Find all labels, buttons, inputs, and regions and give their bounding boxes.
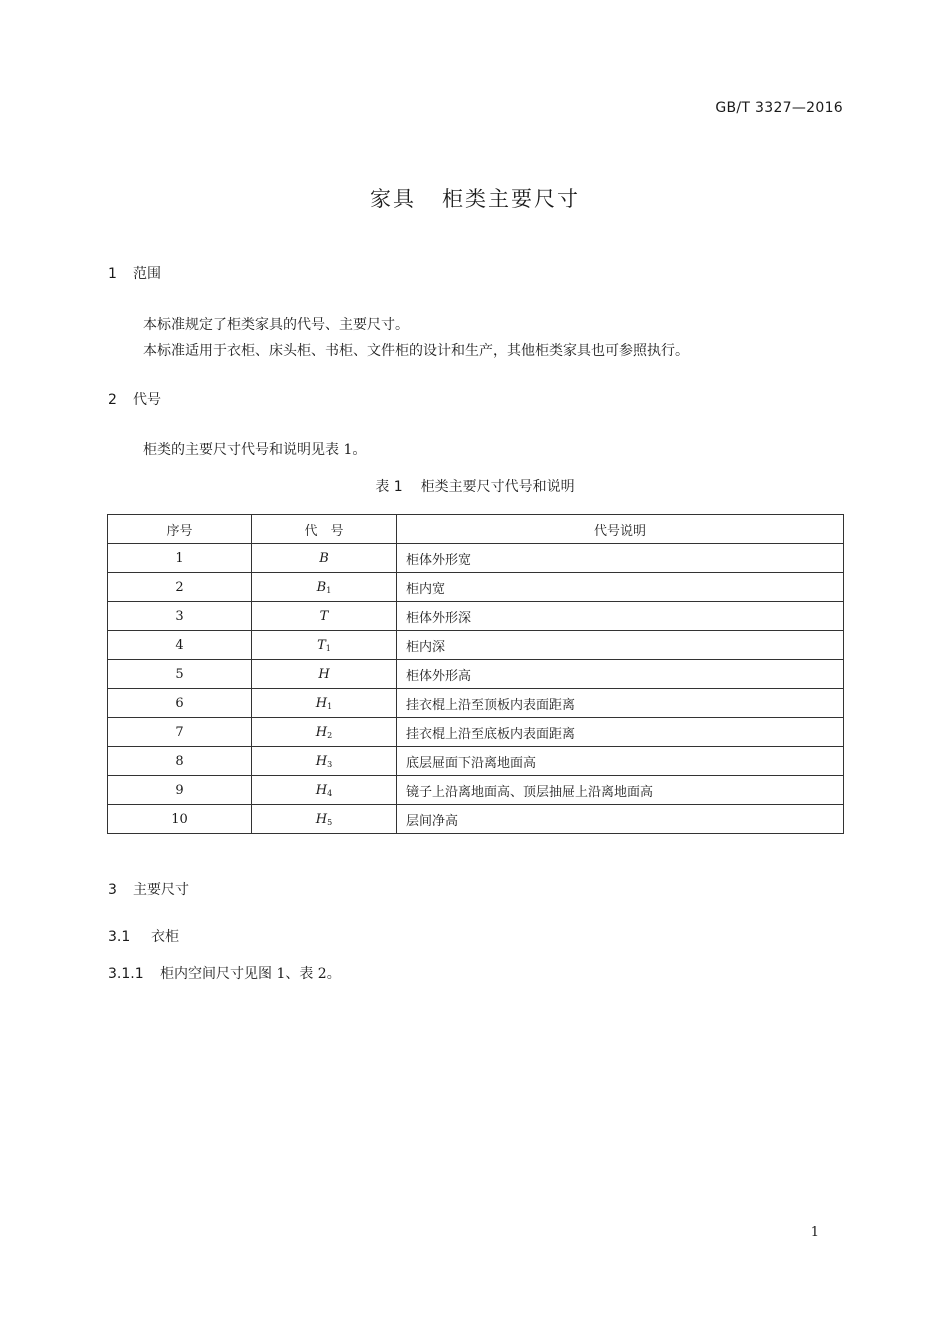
row-code [252, 689, 397, 718]
codes-paragraph: 柜类的主要尺寸代号和说明见表 1。 [143, 442, 367, 458]
scope-paragraph-1: 本标准规定了柜类家具的代号、主要尺寸。 [143, 317, 409, 333]
clause-3-1-1 [108, 963, 341, 983]
table-caption-label: 表 1 [375, 479, 403, 495]
row-number: 4 [108, 631, 252, 660]
table-row [108, 573, 844, 602]
section-number: 1 [108, 266, 117, 282]
table-row [108, 718, 844, 747]
code-symbol: T [317, 637, 326, 653]
row-number: 8 [108, 747, 252, 776]
code-symbol: H [315, 782, 328, 798]
row-code [252, 805, 397, 834]
row-number: 6 [108, 689, 252, 718]
code-subscript: 5 [327, 817, 333, 827]
document-title [0, 183, 950, 213]
row-code [252, 573, 397, 602]
code-symbol: B [316, 579, 327, 595]
section-2-heading [108, 389, 161, 409]
table-row [108, 747, 844, 776]
row-code [252, 544, 397, 573]
row-description: 柜体外形宽 [397, 544, 844, 573]
row-code [252, 602, 397, 631]
code-subscript: 1 [325, 643, 331, 653]
row-number: 1 [108, 544, 252, 573]
table-row [108, 776, 844, 805]
code-symbol: H [315, 695, 328, 711]
section-1-heading [108, 263, 161, 283]
section-title: 代号 [133, 392, 161, 408]
standard-code: GB/T 3327—2016 [715, 100, 843, 116]
title-part-2: 柜类主要尺寸 [442, 187, 580, 211]
subsection-title: 衣柜 [151, 929, 179, 945]
table-row [108, 602, 844, 631]
table-caption-text: 柜类主要尺寸代号和说明 [420, 479, 575, 495]
row-description: 底层屉面下沿离地面高 [397, 747, 844, 776]
section-title: 范围 [133, 266, 161, 282]
row-number: 9 [108, 776, 252, 805]
table-header-row [108, 515, 844, 544]
row-description: 镜子上沿离地面高、顶层抽屉上沿离地面高 [397, 776, 844, 805]
column-header: 序号 [108, 515, 252, 544]
row-code [252, 660, 397, 689]
row-description: 挂衣棍上沿至底板内表面距离 [397, 718, 844, 747]
clause-text: 柜内空间尺寸见图 1、表 2。 [160, 966, 341, 982]
column-header: 代 号 [252, 515, 397, 544]
row-number: 10 [108, 805, 252, 834]
table-row [108, 544, 844, 573]
table-row [108, 689, 844, 718]
row-description: 柜体外形高 [397, 660, 844, 689]
row-code [252, 747, 397, 776]
row-code [252, 776, 397, 805]
code-subscript: 3 [327, 759, 333, 769]
row-number: 5 [108, 660, 252, 689]
table-row [108, 631, 844, 660]
scope-paragraph-2: 本标准适用于衣柜、床头柜、书柜、文件柜的设计和生产，其他柜类家具也可参照执行。 [143, 343, 689, 359]
row-description: 挂衣棍上沿至顶板内表面距离 [397, 689, 844, 718]
row-description: 柜内深 [397, 631, 844, 660]
row-number: 2 [108, 573, 252, 602]
code-subscript: 4 [327, 788, 333, 798]
section-title: 主要尺寸 [133, 882, 189, 898]
section-number: 2 [108, 392, 117, 408]
row-code [252, 718, 397, 747]
row-description: 层间净高 [397, 805, 844, 834]
subsection-number: 3.1 [108, 929, 131, 945]
code-symbol: H [315, 724, 328, 740]
row-description: 柜内宽 [397, 573, 844, 602]
section-3-heading [108, 879, 189, 899]
code-subscript: 1 [326, 585, 332, 595]
column-header: 代号说明 [397, 515, 844, 544]
section-3-1-heading [108, 926, 179, 946]
row-code [252, 631, 397, 660]
table-row [108, 805, 844, 834]
table-row [108, 660, 844, 689]
table-caption [0, 476, 950, 496]
code-symbol: B [319, 550, 329, 566]
code-symbol: H [315, 753, 328, 769]
clause-number: 3.1.1 [108, 966, 144, 982]
code-symbol: H [315, 811, 328, 827]
code-subscript: 1 [327, 701, 333, 711]
code-subscript: 2 [327, 730, 333, 740]
section-number: 3 [108, 882, 117, 898]
code-symbol: T [319, 608, 329, 624]
row-number: 3 [108, 602, 252, 631]
row-description: 柜体外形深 [397, 602, 844, 631]
title-part-1: 家具 [370, 187, 416, 211]
dimension-code-table [107, 514, 844, 834]
code-symbol: H [318, 666, 330, 682]
page-number: 1 [810, 1225, 819, 1240]
row-number: 7 [108, 718, 252, 747]
